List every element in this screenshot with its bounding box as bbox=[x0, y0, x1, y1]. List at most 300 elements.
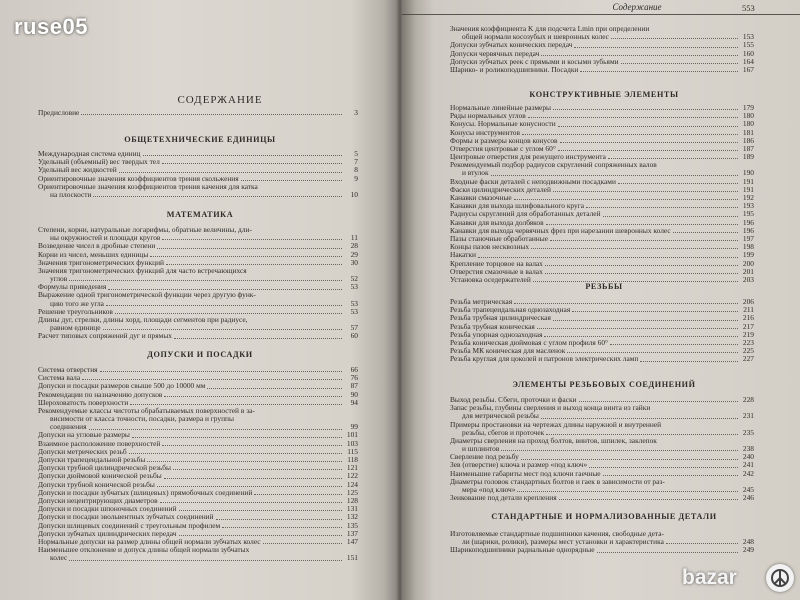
leader-dots bbox=[558, 150, 738, 151]
toc-entry bbox=[38, 226, 358, 234]
toc-entry-title: Решение треугольников bbox=[38, 307, 113, 316]
leader-dots bbox=[164, 478, 342, 479]
toc-entry-title: Расчет типовых сопряжений дуг и прямых bbox=[38, 332, 172, 341]
toc-entry-page: 223 bbox=[742, 338, 754, 347]
leader-dots bbox=[89, 429, 342, 430]
section-entries bbox=[450, 396, 754, 502]
toc-entry bbox=[450, 339, 754, 347]
toc-entry-title: для метрической резьбы bbox=[462, 412, 539, 421]
toc-entry-title: равном единице bbox=[50, 324, 101, 333]
toc-entry-page: 191 bbox=[742, 185, 754, 194]
toc-entry-page: 53 bbox=[350, 299, 358, 308]
toc-entry-title: Наименьшее отклонение и допуск длины общей нормали зубчатых bbox=[38, 546, 250, 555]
section-heading: СТАНДАРТНЫЕ И НОРМАЛИЗОВАННЫЕ ДЕТАЛИ bbox=[491, 512, 717, 521]
toc-entry-page: 151 bbox=[346, 554, 358, 563]
toc-entry-page: 53 bbox=[350, 307, 358, 316]
toc-entry bbox=[450, 178, 754, 186]
toc-entry-title: Отверстия смазочные в валах bbox=[450, 267, 543, 276]
leader-dots bbox=[147, 461, 342, 462]
leader-dots bbox=[173, 469, 342, 470]
toc-entry bbox=[450, 298, 754, 306]
leader-dots bbox=[106, 305, 342, 306]
leader-dots bbox=[567, 352, 738, 353]
toc-entry-title: Канавки для выхода долбяков bbox=[450, 218, 544, 227]
running-head-title: Содержание bbox=[612, 2, 662, 12]
toc-entry-page: 131 bbox=[346, 505, 358, 514]
leader-dots bbox=[559, 499, 738, 500]
leader-dots bbox=[69, 560, 342, 561]
toc-entry-title: Ориентировочные значения коэффициентов трения качения для катка bbox=[38, 182, 258, 191]
toc-entry-page: 193 bbox=[742, 202, 754, 211]
toc-entry bbox=[450, 112, 754, 120]
toc-entry-page: 30 bbox=[350, 258, 358, 267]
toc-entry-title: Пазы станочные обработанные bbox=[450, 235, 549, 243]
toc-entry-title: Допуски и посадки эвольвентных зубчатых соединений bbox=[38, 513, 214, 522]
section-entries bbox=[450, 530, 754, 555]
toc-entry bbox=[450, 347, 754, 355]
toc-entry bbox=[38, 283, 358, 291]
toc-entry-title: Допуски червячных передач bbox=[450, 49, 540, 58]
toc-entry-page: 125 bbox=[346, 488, 358, 497]
toc-entry-title: Формы и размеры концов конусов bbox=[450, 136, 558, 145]
toc-entry-title: Изготовляемые стандартные подшипники качения, свободные дета- bbox=[450, 530, 664, 538]
leader-dots bbox=[115, 313, 342, 314]
toc-entry bbox=[38, 456, 358, 464]
toc-entry-page: 216 bbox=[742, 314, 754, 323]
toc-entry-title: Концы пазов несквозных bbox=[450, 243, 530, 252]
toc-entry-page: 164 bbox=[742, 57, 754, 66]
toc-entry-title: Нормальные допуски на размер длины общей нормали зубчатых колес bbox=[38, 537, 261, 546]
toc-entry-title: Длины дуг, стрелки, длины хорд, площади сегментов при радиусе, bbox=[38, 316, 248, 325]
toc-entry-title: Допуски зубчатых реек с прямыми и косыми зубьями bbox=[450, 57, 619, 66]
toc-entry-page: 195 bbox=[742, 210, 754, 219]
toc-entry-title: Ряды нормальных углов bbox=[450, 112, 526, 121]
toc-entry bbox=[450, 412, 754, 420]
toc-entry bbox=[38, 448, 358, 456]
toc-entry-title: Рекомендуемый подбор радиусов скруглений сопряженных валов bbox=[450, 161, 657, 170]
toc-entry-title: колес bbox=[50, 554, 68, 563]
toc-entry bbox=[450, 170, 754, 178]
leader-dots bbox=[241, 180, 342, 181]
toc-entry-page: 87 bbox=[350, 382, 358, 391]
toc-entry bbox=[38, 513, 358, 521]
toc-entry-page: 8 bbox=[354, 166, 358, 175]
toc-entry bbox=[38, 440, 358, 448]
toc-entry-title: Канавки для выхода шлифовального круга bbox=[450, 202, 585, 211]
leader-dots bbox=[179, 535, 343, 536]
toc-entry-page: 9 bbox=[354, 174, 358, 183]
toc-entry-page: 181 bbox=[742, 128, 754, 137]
toc-entry-page: 155 bbox=[742, 41, 754, 50]
toc-entry-title: Корни из чисел, меньших единицы bbox=[38, 250, 149, 259]
leader-dots bbox=[222, 527, 342, 528]
toc-entry bbox=[450, 355, 754, 363]
toc-entry bbox=[38, 481, 358, 489]
leader-dots bbox=[108, 289, 342, 290]
toc-entry-title: Резьба МК коническая для масленок bbox=[450, 347, 566, 356]
toc-entry bbox=[38, 415, 358, 423]
toc-entry-title: Нормальные линейные размеры bbox=[450, 104, 551, 112]
toc-entry-page: 90 bbox=[350, 390, 358, 399]
toc-entry bbox=[450, 396, 754, 404]
leader-dots bbox=[618, 183, 738, 184]
toc-entry bbox=[38, 242, 358, 250]
leader-dots bbox=[69, 280, 342, 281]
leader-dots bbox=[541, 418, 738, 419]
toc-entry bbox=[450, 33, 754, 41]
toc-entry-title: Значения тригонометрических функций bbox=[38, 258, 165, 267]
toc-entry-title: Удельный (объемный) вес твердых тел bbox=[38, 158, 160, 167]
toc-entry-page: 190 bbox=[742, 169, 754, 178]
leader-dots bbox=[579, 401, 738, 402]
toc-entry bbox=[38, 191, 358, 199]
leader-dots bbox=[162, 163, 342, 164]
toc-title: СОДЕРЖАНИЕ bbox=[177, 94, 263, 106]
leader-dots bbox=[160, 502, 342, 503]
leader-dots bbox=[100, 371, 342, 372]
toc-entry-title: Резьба трапецеидальная однозаходная bbox=[450, 306, 571, 315]
toc-entry bbox=[450, 120, 754, 128]
toc-entry bbox=[38, 407, 358, 415]
toc-entry-page: 240 bbox=[742, 453, 754, 462]
toc-entry-title: Формулы приведения bbox=[38, 283, 107, 292]
toc-entry-page: 101 bbox=[346, 431, 358, 440]
toc-entry-title: Удельный вес жидкостей bbox=[38, 166, 117, 175]
toc-entry bbox=[450, 41, 754, 49]
toc-entry bbox=[450, 251, 754, 259]
toc-entry-page: 10 bbox=[350, 190, 358, 199]
logo-text: bazar bbox=[682, 566, 737, 589]
toc-entry bbox=[450, 210, 754, 218]
toc-entry-title: Допуски и посадки размеров свыше 500 до 10000 мм bbox=[38, 382, 206, 391]
leader-dots bbox=[143, 155, 342, 156]
toc-entry bbox=[450, 323, 754, 331]
toc-entry-page: 132 bbox=[346, 513, 358, 522]
leader-dots bbox=[553, 191, 738, 192]
leader-dots bbox=[603, 475, 738, 476]
toc-entry bbox=[38, 251, 358, 259]
leader-dots bbox=[162, 239, 342, 240]
leader-dots bbox=[673, 232, 738, 233]
leader-dots bbox=[82, 379, 342, 380]
leader-dots bbox=[550, 240, 738, 241]
toc-entry-page: 248 bbox=[742, 538, 754, 547]
toc-entry bbox=[450, 161, 754, 169]
leader-dots bbox=[546, 224, 738, 225]
toc-entry bbox=[450, 194, 754, 202]
toc-entry bbox=[38, 399, 358, 407]
toc-entry-page: 124 bbox=[346, 480, 358, 489]
toc-entry-title: ны окружностей и площади кругов bbox=[50, 234, 161, 243]
leader-dots bbox=[162, 445, 342, 446]
leader-dots bbox=[521, 459, 738, 460]
toc-entry bbox=[450, 453, 754, 461]
toc-entry-page: 28 bbox=[350, 242, 358, 251]
toc-entry-title: Степени, корни, натуральные логарифмы, обратные величины, дли- bbox=[38, 226, 252, 234]
toc-entry-page: 153 bbox=[742, 33, 754, 42]
leader-dots bbox=[478, 257, 738, 258]
leader-dots bbox=[103, 329, 342, 330]
toc-entry-page: 238 bbox=[742, 445, 754, 454]
toc-entry-title: ли (шарики, ролики), размеры мест установки и характеристика bbox=[462, 538, 664, 547]
toc-entry-page: 60 bbox=[350, 332, 358, 341]
watermark-text: ruse05 bbox=[14, 14, 88, 39]
toc-entry-title: соединения bbox=[50, 423, 87, 432]
toc-entry-page: 137 bbox=[346, 529, 358, 538]
toc-entry-page: 249 bbox=[742, 546, 754, 555]
toc-entry-page: 192 bbox=[742, 194, 754, 203]
toc-entry bbox=[450, 50, 754, 58]
toc-entry bbox=[450, 486, 754, 494]
toc-entry bbox=[450, 104, 754, 112]
toc-entry-page: 198 bbox=[742, 243, 754, 252]
toc-entry bbox=[450, 331, 754, 339]
toc-entry-page: 5 bbox=[354, 150, 358, 158]
toc-entry-title: Международная система единиц bbox=[38, 150, 141, 158]
leader-dots bbox=[574, 47, 738, 48]
toc-entry-page: 242 bbox=[742, 469, 754, 478]
toc-entry bbox=[38, 522, 358, 530]
toc-entry-page: 180 bbox=[742, 120, 754, 129]
toc-entry bbox=[38, 267, 358, 275]
toc-entry-title: Возведение чисел в дробные степени bbox=[38, 242, 156, 251]
toc-entry-title: Допуски зубчатых конических передач bbox=[450, 41, 573, 50]
toc-entry bbox=[38, 505, 358, 513]
toc-entry-title: мера «под ключ» bbox=[462, 486, 516, 495]
leader-dots bbox=[179, 510, 342, 511]
leader-dots bbox=[545, 265, 738, 266]
toc-entry-title: Допуски нецентрирующих диаметров bbox=[38, 497, 158, 505]
toc-entry-page: 135 bbox=[346, 521, 358, 530]
toc-entry-page: 206 bbox=[742, 298, 754, 306]
section-entries bbox=[450, 298, 754, 364]
leader-dots bbox=[130, 404, 342, 405]
toc-entry bbox=[38, 275, 358, 283]
toc-entry bbox=[38, 391, 358, 399]
leader-dots bbox=[157, 248, 342, 249]
leader-dots bbox=[216, 519, 342, 520]
toc-entry-title: Диаметры сверления на проход болтов, винтов, шпилек, заклепок bbox=[450, 436, 657, 445]
toc-entry bbox=[38, 423, 358, 431]
toc-entry-page: 228 bbox=[742, 396, 754, 404]
toc-entry bbox=[38, 324, 358, 332]
toc-entry-page: 99 bbox=[350, 423, 358, 432]
section-entries bbox=[38, 366, 358, 563]
toc-entry bbox=[450, 404, 754, 412]
toc-entry-page: 225 bbox=[742, 347, 754, 356]
toc-entry-title: Взаимное расположение поверхностей bbox=[38, 439, 161, 448]
toc-entry bbox=[450, 25, 754, 33]
toc-entry-page: 186 bbox=[742, 136, 754, 145]
leader-dots bbox=[150, 256, 342, 257]
toc-entry-page: 11 bbox=[350, 234, 358, 243]
toc-entry bbox=[38, 259, 358, 267]
toc-entry bbox=[38, 432, 358, 440]
toc-entry-title: Входные фаски деталей с неподвижными посадками bbox=[450, 177, 616, 186]
toc-entry-title: Допуски трубной цилиндрической резьбы bbox=[38, 464, 171, 473]
leader-dots bbox=[174, 338, 342, 339]
toc-entry bbox=[450, 306, 754, 314]
leader-dots bbox=[544, 336, 738, 337]
toc-entry bbox=[450, 437, 754, 445]
toc-entry-page: 29 bbox=[350, 250, 358, 259]
leader-dots bbox=[603, 216, 738, 217]
toc-entry-title: Радиусы скруглений для обработанных деталей bbox=[450, 210, 601, 219]
leader-dots bbox=[597, 552, 739, 553]
toc-entry-title: Резьба коническая дюймовая с углом профиля 60° bbox=[450, 338, 608, 347]
toc-entry bbox=[450, 129, 754, 137]
running-head bbox=[402, 0, 800, 15]
toc-entry-title: Допуски метрических резьб bbox=[38, 447, 127, 456]
toc-entry-page: 7 bbox=[354, 158, 358, 167]
toc-entry-title: Конусы инструментов bbox=[450, 128, 520, 137]
toc-entry-title: Значения коэффициента K для подсчета Lmin при определении bbox=[450, 25, 650, 33]
toc-entry-title: Канавки для выхода червячных фрез при нарезании шевронных колес bbox=[450, 226, 671, 235]
toc-entry bbox=[38, 530, 358, 538]
preface-entry-block bbox=[38, 109, 358, 117]
toc-entry-title: Резьба круглая для цоколей и патронов электрических ламп bbox=[450, 355, 639, 364]
toc-entry bbox=[450, 530, 754, 538]
toc-entry-title: Допуски и посадки шпоночных соединений bbox=[38, 505, 177, 514]
leader-dots bbox=[640, 361, 738, 362]
toc-entry-title: Крепление торцовое на валах bbox=[450, 259, 543, 268]
toc-entry bbox=[38, 292, 358, 300]
toc-entry-title: Шероховатость поверхности bbox=[38, 398, 129, 407]
toc-entry bbox=[38, 183, 358, 191]
leader-dots bbox=[93, 196, 342, 197]
page-number: 553 bbox=[742, 3, 755, 13]
toc-entry-title: Накатки bbox=[450, 251, 476, 260]
toc-entry bbox=[450, 478, 754, 486]
toc-entry bbox=[450, 219, 754, 227]
toc-entry-title: Конусы. Нормальные конусности bbox=[450, 120, 556, 129]
leader-dots bbox=[119, 172, 342, 173]
toc-entry bbox=[450, 186, 754, 194]
leader-dots bbox=[166, 264, 342, 265]
leader-dots bbox=[553, 320, 738, 321]
toc-entry bbox=[38, 546, 358, 554]
toc-entry-title: Диаметры головок стандартных болтов и гаек в зависимости от раз- bbox=[450, 477, 665, 486]
toc-entry-title: Допуски и посадки зубчатых (шлицевых) прямобочных соединений bbox=[38, 488, 253, 497]
toc-entry-title: Шарико- и роликоподшипники. Посадки bbox=[450, 65, 579, 74]
leader-dots bbox=[207, 388, 342, 389]
leader-dots bbox=[560, 142, 738, 143]
toc-entry-page: 191 bbox=[742, 177, 754, 186]
toc-entry-title: Зенкование под детали крепления bbox=[450, 494, 557, 503]
toc-entry-page: 94 bbox=[350, 398, 358, 407]
toc-entry-title: Допуски шлицевых соединений с треугольным профилем bbox=[38, 521, 221, 530]
section-entries bbox=[38, 226, 358, 341]
leader-dots bbox=[611, 38, 738, 39]
right-page bbox=[402, 0, 800, 600]
toc-entry-page: 235 bbox=[742, 428, 754, 437]
toc-entry bbox=[38, 316, 358, 324]
toc-entry bbox=[450, 538, 754, 546]
toc-entry-page: 241 bbox=[742, 461, 754, 470]
toc-entry-page: 211 bbox=[743, 306, 754, 315]
section-heading: РЕЗЬБЫ bbox=[585, 282, 623, 291]
toc-entry-title: Шарикоподшипники радиальные однорядные bbox=[450, 546, 595, 555]
toc-entry-page: 217 bbox=[742, 322, 754, 331]
toc-entry-title: Резьба упорная однозаходная bbox=[450, 330, 543, 339]
toc-entry-page: 160 bbox=[742, 49, 754, 58]
toc-entry bbox=[38, 175, 358, 183]
leader-dots bbox=[164, 396, 342, 397]
toc-entry-title: Рекомендации по назначению допусков bbox=[38, 390, 163, 399]
leader-dots bbox=[522, 134, 738, 135]
toc-entry-title: Фаски цилиндрических деталей bbox=[450, 185, 551, 194]
toc-entry-page: 180 bbox=[742, 112, 754, 121]
toc-entry-title: Резьба трубная цилиндрическая bbox=[450, 314, 551, 323]
toc-entry bbox=[450, 137, 754, 145]
toc-entry bbox=[38, 166, 358, 174]
toc-entry bbox=[450, 494, 754, 502]
toc-entry bbox=[450, 462, 754, 470]
toc-entry-page: 200 bbox=[742, 259, 754, 268]
toc-entry-title: Центровые отверстия для режущего инструмента bbox=[450, 153, 606, 162]
toc-entry-page: 203 bbox=[742, 275, 754, 284]
toc-entry-page: 115 bbox=[347, 447, 358, 456]
toc-entry-page: 201 bbox=[742, 267, 754, 276]
leader-dots bbox=[514, 199, 738, 200]
leader-dots bbox=[157, 486, 342, 487]
toc-entry-page: 196 bbox=[742, 218, 754, 227]
toc-entry-page: 197 bbox=[742, 235, 754, 243]
toc-entry bbox=[450, 421, 754, 429]
leader-dots bbox=[666, 543, 738, 544]
toc-entry bbox=[450, 260, 754, 268]
toc-entry bbox=[450, 314, 754, 322]
toc-entry-page: 66 bbox=[350, 366, 358, 374]
toc-entry bbox=[38, 332, 358, 340]
toc-entry-page: 103 bbox=[346, 439, 358, 448]
toc-entry-title: Система вала bbox=[38, 374, 81, 383]
toc-entry bbox=[38, 300, 358, 308]
toc-entry-title: Система отверстия bbox=[38, 366, 98, 374]
section-entries bbox=[38, 150, 358, 199]
section-heading: ОБЩЕТЕХНИЧЕСКИЕ ЕДИНИЦЫ bbox=[124, 135, 276, 144]
toc-entry bbox=[450, 153, 754, 161]
leader-dots bbox=[263, 543, 342, 544]
toc-entry-title: Допуски на угловые размеры bbox=[38, 431, 130, 440]
toc-entry-title: Допуски дюймовой конической резьбы bbox=[38, 472, 162, 481]
toc-entry bbox=[38, 497, 358, 505]
toc-entry-title: Примеры простановки на чертежах длины наружной и внутренней bbox=[450, 420, 662, 429]
leader-dots bbox=[545, 273, 738, 274]
toc-entry-page: 179 bbox=[742, 104, 754, 112]
toc-entry bbox=[38, 374, 358, 382]
toc-entry-title: Значения тригонометрических функций для часто встречающихся bbox=[38, 266, 247, 275]
toc-entry-page: 118 bbox=[347, 456, 358, 465]
leader-dots bbox=[537, 328, 738, 329]
toc-entry bbox=[38, 489, 358, 497]
toc-entry-page: 227 bbox=[742, 355, 754, 364]
toc-entry bbox=[38, 234, 358, 242]
leader-dots bbox=[132, 437, 342, 438]
toc-entry bbox=[450, 429, 754, 437]
site-logo bbox=[682, 562, 794, 596]
leader-dots bbox=[541, 55, 738, 56]
toc-entry bbox=[38, 366, 358, 374]
toc-entry bbox=[38, 538, 358, 546]
leader-dots bbox=[572, 311, 738, 312]
toc-entry-title: Отверстия центровые с углом 60° bbox=[450, 144, 556, 153]
toc-entry-title: Сверление под резьбу bbox=[450, 453, 519, 462]
toc-entry-title: Канавки смазочные bbox=[450, 194, 512, 203]
leader-dots bbox=[514, 303, 738, 304]
leader-dots bbox=[558, 126, 738, 127]
toc-entry-page: 128 bbox=[346, 497, 358, 505]
